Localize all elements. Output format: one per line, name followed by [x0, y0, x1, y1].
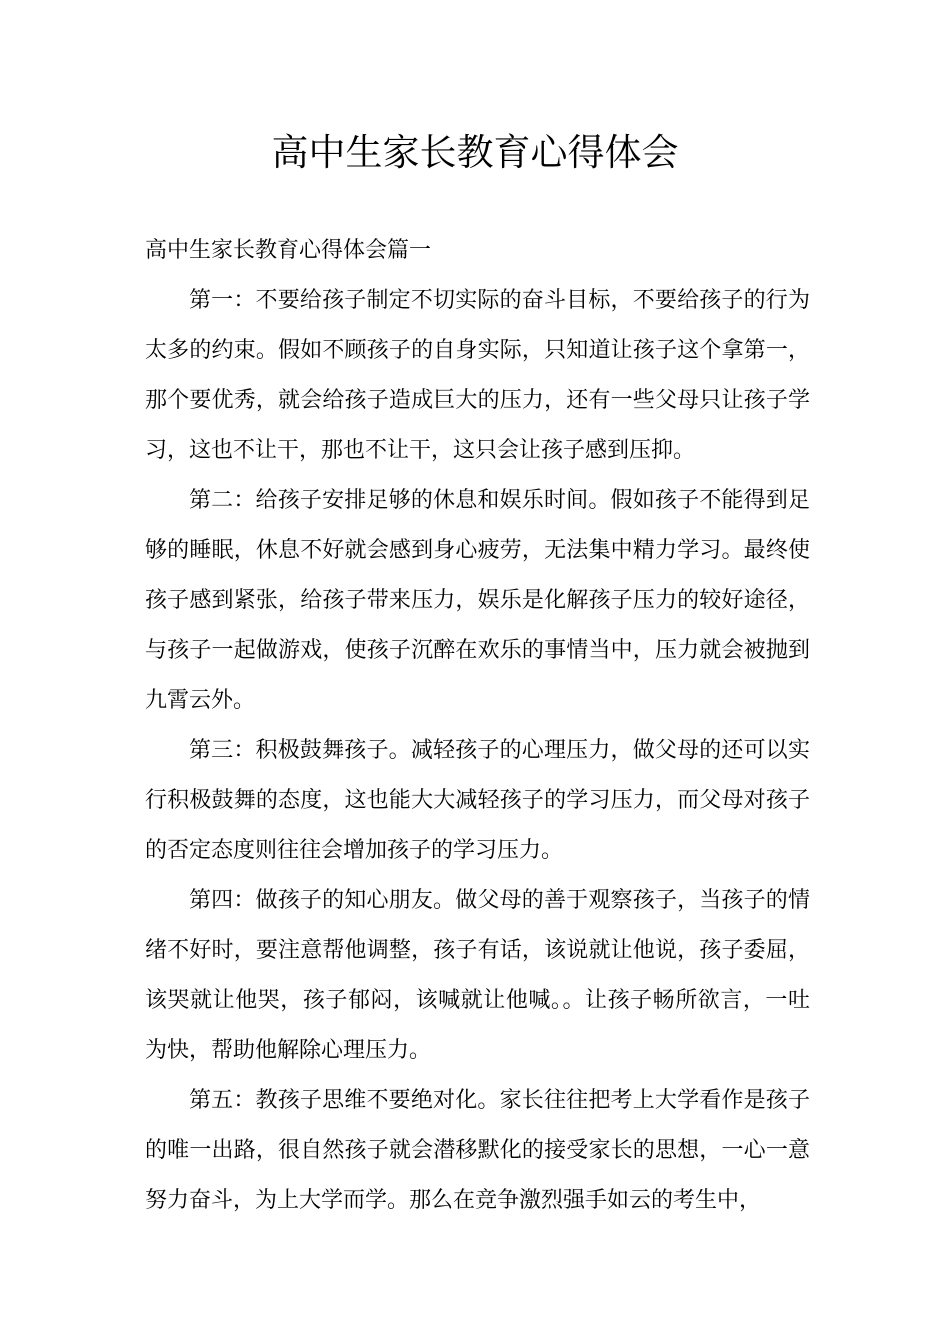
paragraph-3: 第三：积极鼓舞孩子。减轻孩子的心理压力，做父母的还可以实行积极鼓舞的态度，这也能大大减轻孩子的学习压力，而父母对孩子的否定态度则往往会增加孩子的学习压力。: [145, 738, 810, 863]
paragraph-2: 第二：给孩子安排足够的休息和娱乐时间。假如孩子不能得到足够的睡眠，休息不好就会感到身心疲劳，无法集中精力学习。最终使孩子感到紧张，给孩子带来压力，娱乐是化解孩子压力的较好途径，与孩子一起做游戏，使孩子沉醉在欢乐的事情当中，压力就会被抛到九霄云外。: [145, 488, 810, 713]
document-body: [145, 226, 810, 1226]
paragraph-4: 第四：做孩子的知心朋友。做父母的善于观察孩子，当孩子的情绪不好时，要注意帮他调整，孩子有话，该说就让他说，孩子委屈，该哭就让他哭，孩子郁闷，该喊就让他喊。。让孩子畅所欲言，一吐为快，帮助他解除心理压力。: [145, 888, 810, 1063]
paragraph-1: 第一：不要给孩子制定不切实际的奋斗目标，不要给孩子的行为太多的约束。假如不顾孩子的自身实际，只知道让孩子这个拿第一，那个要优秀，就会给孩子造成巨大的压力，还有一些父母只让孩子学习，这也不让干，那也不让干，这只会让孩子感到压抑。: [145, 288, 810, 463]
document-title: 高中生家长教育心得体会: [271, 131, 679, 174]
section-heading: 高中生家长教育心得体会篇一: [145, 238, 432, 263]
paragraph-5: 第五：教孩子思维不要绝对化。家长往往把考上大学看作是孩子的唯一出路，很自然孩子就会潜移默化的接受家长的思想，一心一意努力奋斗，为上大学而学。那么在竞争激烈强手如云的考生中，: [145, 1088, 810, 1213]
